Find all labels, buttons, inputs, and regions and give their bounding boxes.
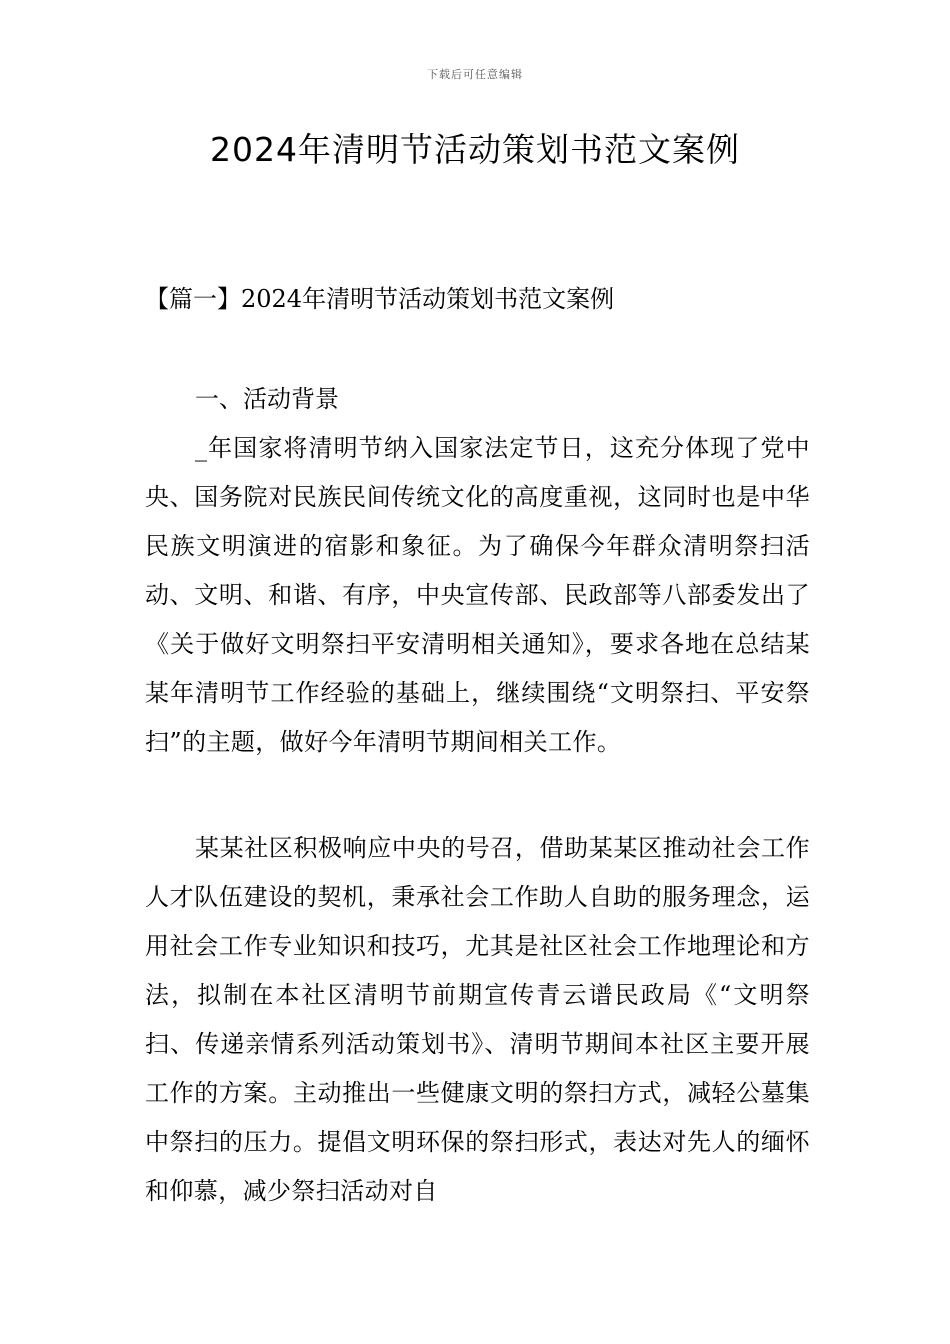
heading-activity-background: 一、活动背景 bbox=[195, 385, 339, 413]
document-title: 2024年清明节活动策划书范文案例 bbox=[210, 130, 740, 169]
paragraph-2: 某某社区积极响应中央的号召，借助某某区推动社会工作人才队伍建设的契机，秉承社会工作助人自助的服务理念，运用社会工作专业知识和技巧，尤其是社区社会工作地理论和方法，拟制在本社区清明节前期宣传青云谱民政局《“文明祭扫、传递亲情系列活动策划书》、清明节期间本社区主要开展工作的方案。主动推出一些健康文明的祭扫方式，减轻公墓集中祭扫的压力。提倡文明环保的祭扫形式，表达对先人的缅怀和仰慕，减少祭扫活动对自 bbox=[145, 834, 810, 1205]
header-note: 下载后可任意编辑 bbox=[427, 68, 523, 81]
section-title: 【篇一】2024年清明节活动策划书范文案例 bbox=[145, 285, 615, 313]
paragraph-1: _年国家将清明节纳入国家法定节日，这充分体现了党中央、国务院对民族民间传统文化的高度重视，这同时也是中华民族文明演进的宿影和象征。为了确保今年群众清明祭扫活动、文明、和谐、有序，中央宣传部、民政部等八部委发出了《关于做好文明祭扫平安清明相关通知》，要求各地在总结某某年清明节工作经验的基础上，继续围绕“文明祭扫、平安祭扫”的主题，做好今年清明节期间相关工作。 bbox=[145, 434, 810, 756]
